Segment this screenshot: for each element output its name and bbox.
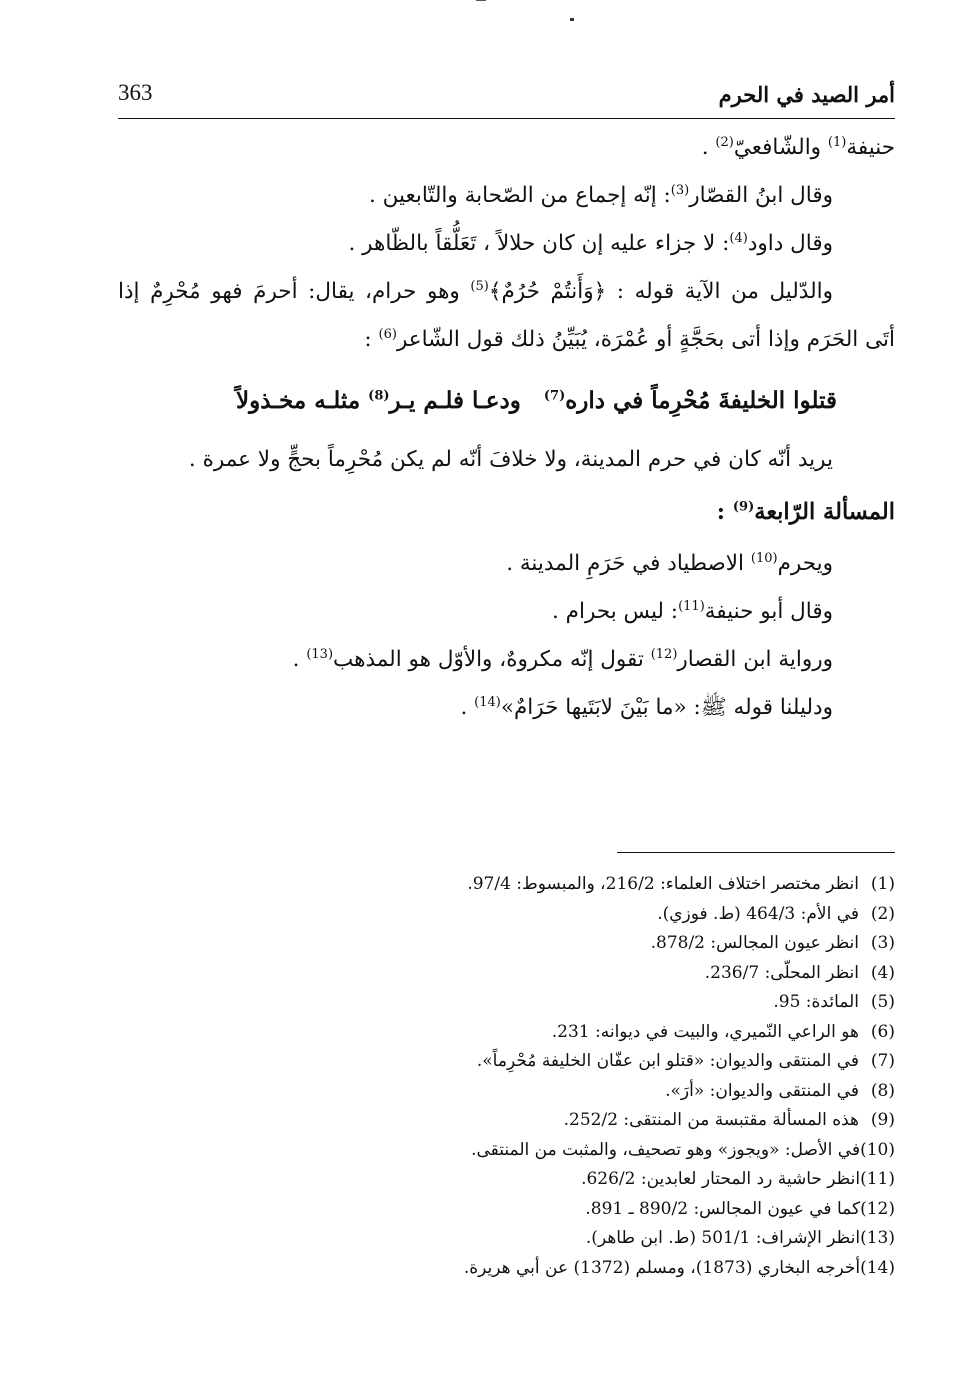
- text-run: ودعـا فلـم يـر: [389, 387, 521, 414]
- footnote: [95, 1136, 895, 1166]
- text-run: يريد أنّه كان في حرم المدينة، ولا خلافَ أنّه لم يكن مُحْرِماً بحجٍّ ولا عمرة .: [188, 447, 833, 472]
- text-line: [118, 588, 895, 636]
- footnote-ref: (3): [670, 182, 690, 198]
- poem-verse: [118, 370, 895, 432]
- text-line: [118, 684, 895, 732]
- footnote-ref: (7): [543, 388, 566, 404]
- scan-mark: [570, 18, 574, 21]
- footnote-number: (12): [860, 1198, 895, 1219]
- footnote: [95, 1165, 895, 1195]
- text-run: : إنّه إجماع من الصّحابة والتّابعين .: [368, 183, 671, 208]
- footnote: [95, 870, 895, 900]
- footnote-number: (8): [870, 1080, 895, 1101]
- text-run: :: [364, 327, 379, 352]
- text-run: والشّافعيّ: [733, 135, 828, 160]
- footnote: [95, 1224, 895, 1254]
- text-run: قتلوا الخليفةَ مُحْرِماً في داره: [565, 387, 837, 414]
- footnote-text: انظر مختصر اختلاف العلماء: 216/2، والمبسوط: 97/4.: [467, 874, 859, 894]
- footnote-number: (13): [860, 1228, 895, 1248]
- text-run: ورواية ابن القصار: [677, 647, 833, 672]
- footnote-number: (3): [870, 933, 895, 953]
- footnote-separator: [617, 852, 895, 853]
- footnote-text: في الأصل: «ويجوز» وهو تصحيف، والمثبت من المنتقى.: [471, 1139, 861, 1160]
- footnote-ref: (9): [732, 499, 755, 515]
- scan-mark: [476, 0, 486, 1]
- footnote-text: في المنتقى والديوان: «قتلو ابن عفّان الخليفة مُحْرِماً».: [476, 1051, 859, 1071]
- text-run: وقال أبو حنيفة: [704, 599, 833, 624]
- footnote: [95, 1195, 895, 1225]
- text-run: : لا جزاء عليه إن كان حلالاً ، تَعَلُّقاً بالظّاهر .: [348, 231, 730, 256]
- footnote-ref: (1): [827, 134, 847, 150]
- poem-hemistich-left: [236, 370, 521, 432]
- footnote: [95, 1047, 895, 1077]
- footnote-ref: (14): [474, 694, 501, 710]
- footnote: [95, 1106, 895, 1136]
- footnote: [95, 959, 895, 989]
- text-run: وقال ابنُ القصّار: [689, 183, 833, 208]
- footnote-ref: (5): [470, 278, 489, 294]
- footnote-text: في المنتقى والديوان: «أرَ».: [665, 1080, 859, 1101]
- section-heading: [118, 484, 895, 540]
- footnote-text: هو الراعي النّميري، والبيت في ديوانه: 231.: [551, 1021, 859, 1042]
- text-line: [118, 172, 895, 220]
- text-run: الاصطياد في حَرَمِ المدينة .: [506, 551, 751, 576]
- text-run: .: [460, 695, 475, 720]
- footnotes: [95, 870, 895, 1283]
- text-run: وهو حرام، يقال: أحرمَ فهو مُحْرِمٌ إذا: [118, 279, 471, 304]
- text-run: أتَى الحَرَم وإذا أتى بحَجَّةٍ أو عُمْرَة، يُبَيِّنُ ذلك قول الشّاعر: [396, 327, 895, 352]
- footnote-text: أخرجه البخاري (1873)، ومسلم (1372) عن أبي هريرة.: [463, 1257, 861, 1278]
- footnote-number: (5): [870, 992, 895, 1012]
- text-run: ودليلنا قوله ﷺ: «ما بَيْنَ لابَتَيها حَرَامٌ»: [500, 695, 833, 720]
- footnote-ref: (11): [678, 598, 705, 614]
- text-run: .: [701, 135, 716, 160]
- text-run: ويحرم: [777, 551, 833, 576]
- footnote: [95, 988, 895, 1018]
- running-title: أمر الصيد في الحرم: [718, 82, 895, 107]
- footnote-text: انظر الإشراف: 501/1 (ط. ابن طاهر).: [585, 1228, 861, 1248]
- footnote-number: (6): [870, 1021, 895, 1042]
- poem-hemistich-right: [544, 370, 837, 432]
- text-line: [118, 268, 895, 316]
- footnote-text: في الأم: 464/3 (ط. فوزي).: [657, 903, 859, 924]
- text-run: مثلـه مخـذولاً: [236, 387, 369, 414]
- footnote-number: (10): [860, 1139, 895, 1160]
- text-run: تقول إنّه مكروهٌ، والأوّل هو المذهب: [333, 647, 651, 672]
- footnote-number: (14): [860, 1257, 895, 1278]
- footnote-ref: (10): [750, 550, 778, 566]
- text-line: [118, 540, 895, 588]
- footnote-text: انظر عيون المجالس: 878/2.: [650, 933, 859, 953]
- text-line: [118, 316, 895, 364]
- footnote: [95, 900, 895, 930]
- footnote: [95, 929, 895, 959]
- footnote-number: (4): [870, 962, 895, 983]
- text-run: وقال داود: [747, 231, 833, 256]
- footnote-text: هذه المسألة مقتبسة من المنتقى: 252/2.: [563, 1110, 859, 1130]
- footnote-number: (9): [870, 1110, 895, 1130]
- footnote-number: (11): [860, 1169, 895, 1189]
- footnote-number: (2): [870, 903, 895, 924]
- text-line: [118, 220, 895, 268]
- footnote-text: انظر حاشية رد المحتار لعابدين: 626/2.: [581, 1169, 861, 1189]
- text-run: المسألة الرّابعة: [754, 499, 895, 525]
- main-text: [118, 124, 895, 732]
- footnote-ref: (2): [715, 134, 734, 150]
- text-run: .: [292, 647, 307, 672]
- text-line: [118, 636, 895, 684]
- text-run: والدّليل من الآية قوله : ﴿وَأَنتُمْ حُرُمٌ﴾: [488, 279, 833, 304]
- footnote: [95, 1018, 895, 1048]
- footnote: [95, 1254, 895, 1284]
- footnote-text: المائدة: 95.: [773, 992, 859, 1012]
- footnote-ref: (6): [378, 326, 397, 342]
- page-header: [118, 78, 895, 119]
- footnote-text: كما في عيون المجالس: 890/2 ـ 891.: [585, 1198, 861, 1219]
- page-number: 363: [118, 80, 153, 105]
- text-line: [118, 124, 895, 172]
- footnote-text: انظر المحلّى: 236/7.: [704, 962, 859, 983]
- footnote-ref: (13): [306, 646, 334, 662]
- text-run: حنيفة: [846, 135, 895, 160]
- footnote-ref: (12): [650, 646, 678, 662]
- text-line: [118, 436, 895, 484]
- footnote-number: (1): [870, 874, 895, 894]
- text-run: :: [716, 499, 733, 525]
- footnote-number: (7): [870, 1051, 895, 1071]
- footnote-ref: (8): [368, 388, 390, 404]
- footnote-ref: (4): [729, 230, 748, 246]
- footnote: [95, 1077, 895, 1107]
- text-run: : ليس بحرام .: [552, 599, 679, 624]
